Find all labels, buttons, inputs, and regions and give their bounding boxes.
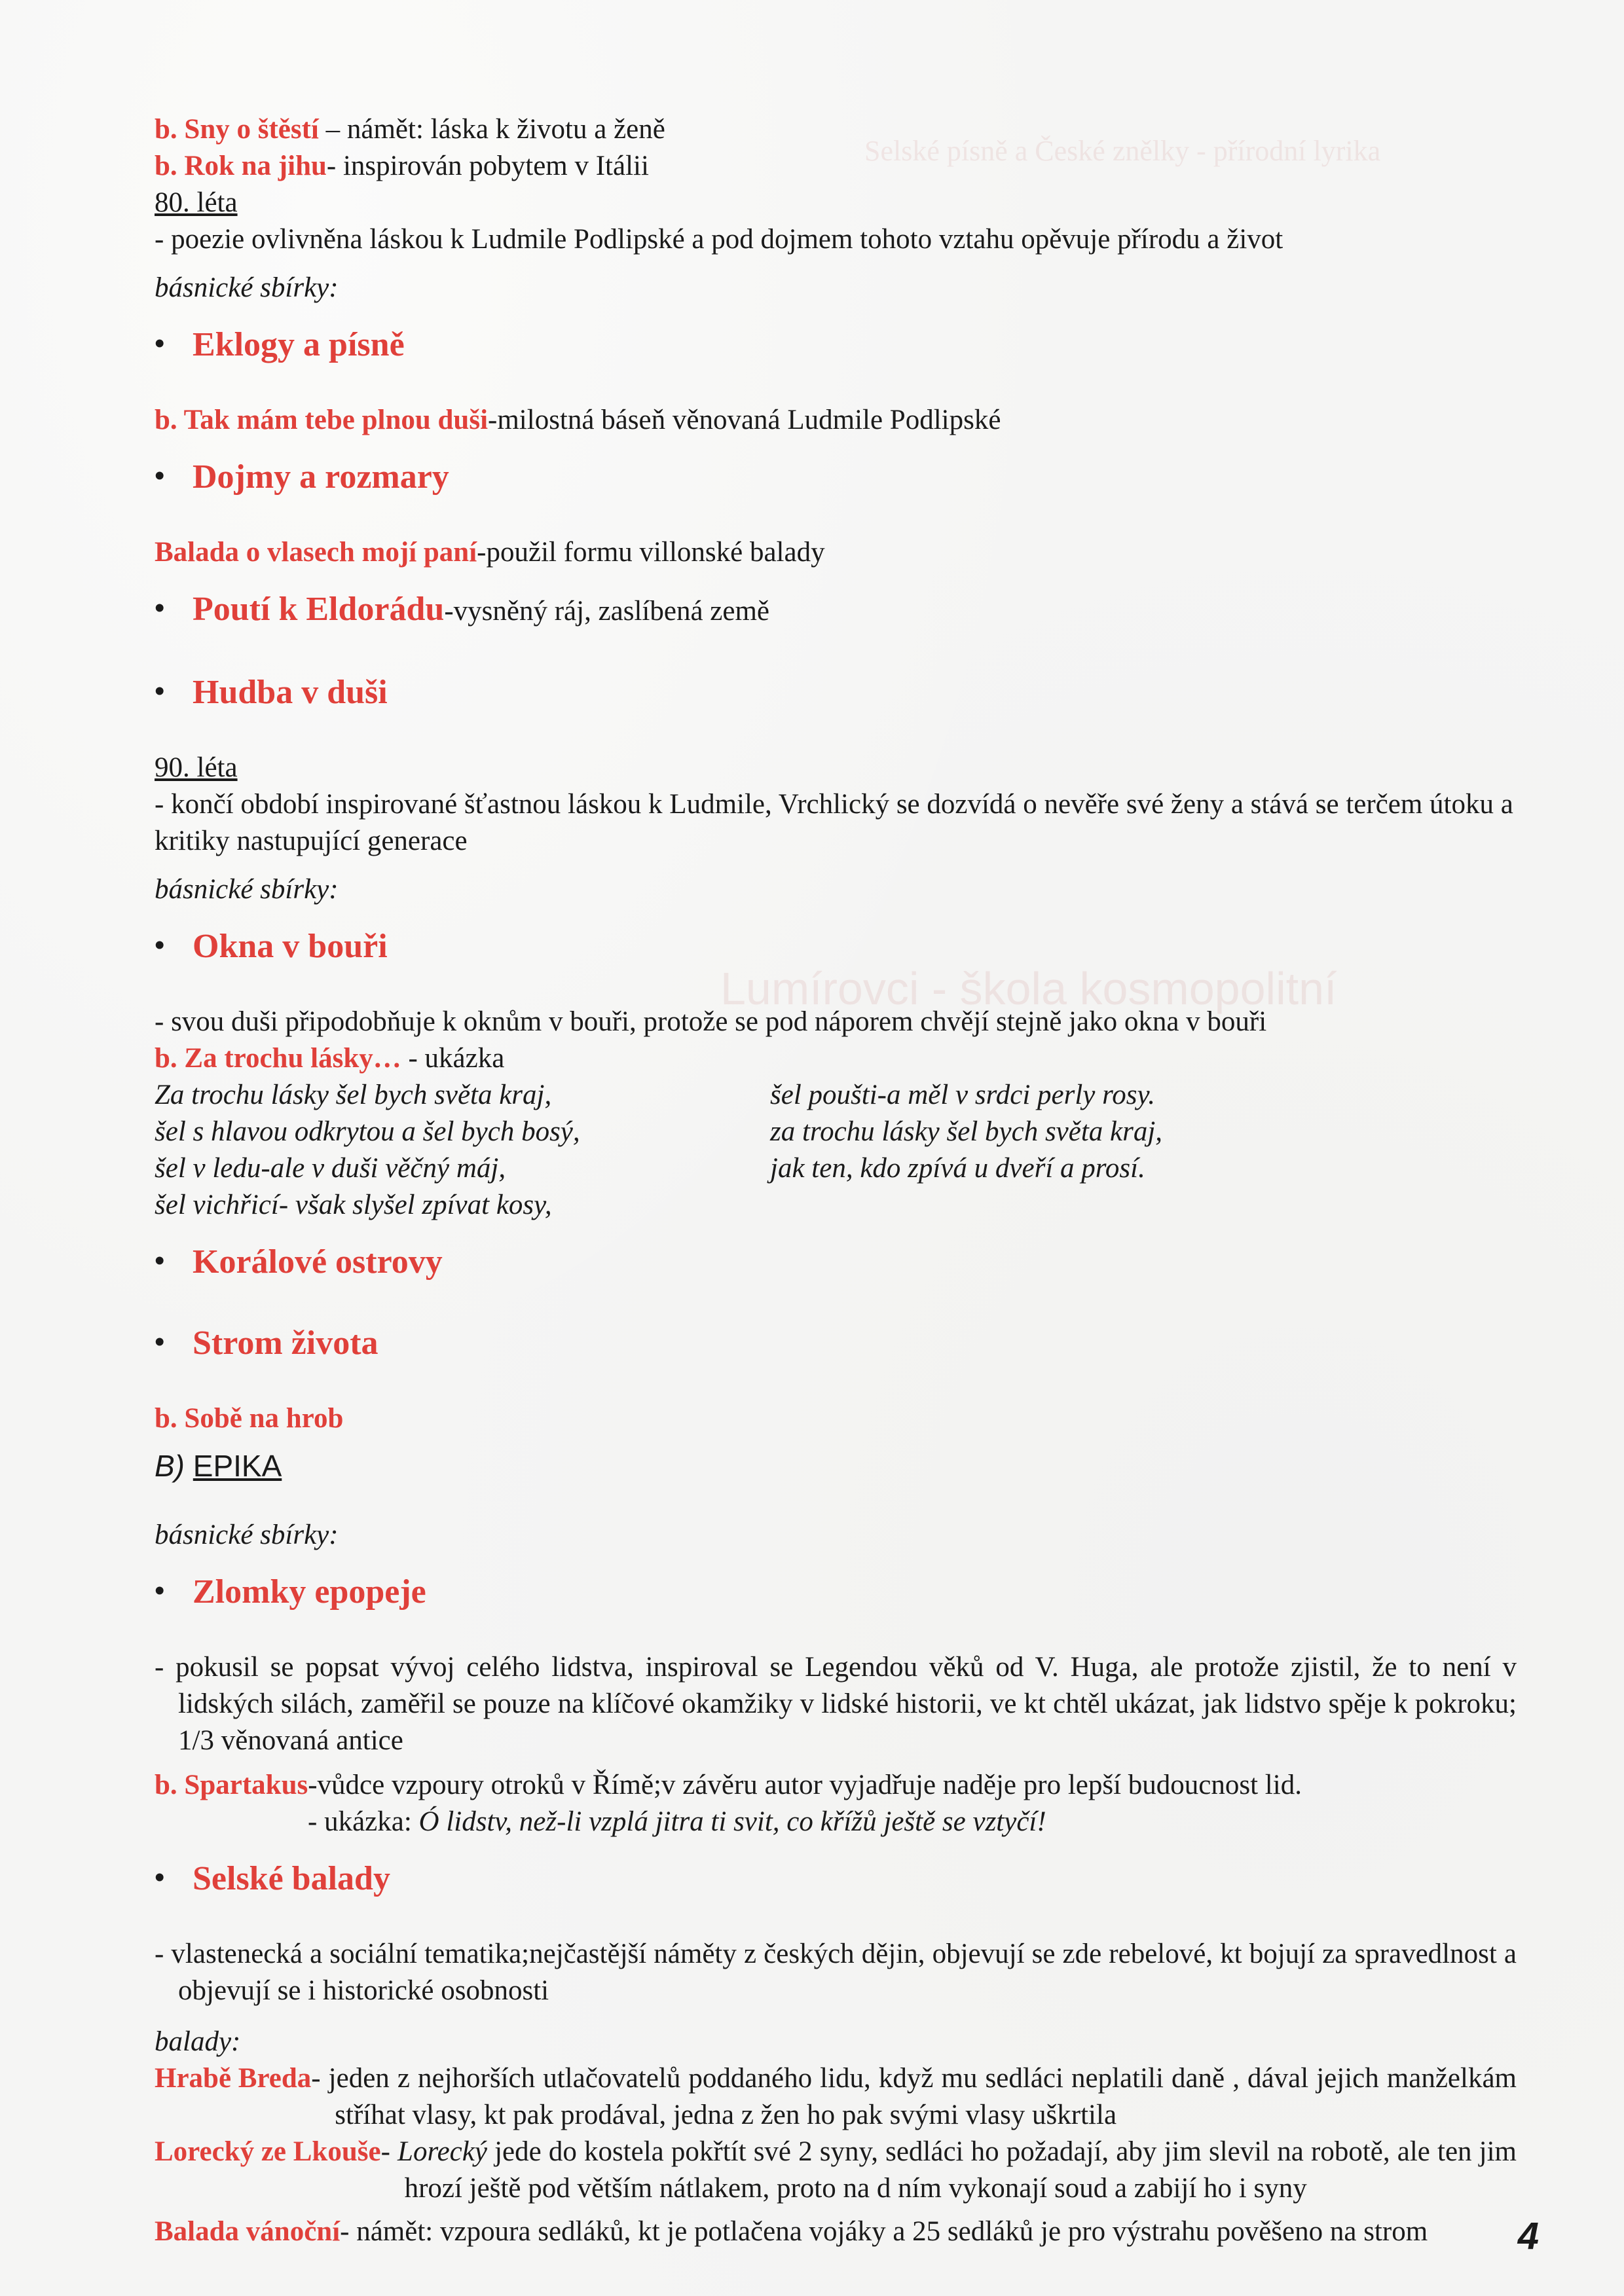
sny-line: b. Sny o štěstí – námět: láska k životu a ženě xyxy=(155,114,665,145)
poem-verse: šel vichřicí- však slyšel zpívat kosy, xyxy=(155,1190,552,1220)
period-90s-text: - končí období inspirované šťastnou láskou k Ludmile, Vrchlický se dozvídá o nevěře své ženy a stává se terčem útoku a kritiky nastupující generace xyxy=(155,789,1513,856)
bullet-icon: • xyxy=(155,1245,165,1277)
poem-right-column xyxy=(770,1077,1386,1224)
poem-verse: šel v ledu-ale v duši věčný máj, xyxy=(155,1153,506,1184)
bullet-icon: • xyxy=(155,1861,165,1893)
ballad-lorecky: Lorecký ze Lkouše - Lorecký jede do kostela pokřtít své 2 syny, sedláci ho požadají, aby jim slevil na robotě, ale ten jim hrozí ještě pod větším nátlakem, proto na d ním vykonají soud a zabijí ho i syny xyxy=(155,2136,1517,2204)
bullet-icon: • xyxy=(155,327,165,359)
collection-pouti: • Poutí k Eldorádu-vysněný ráj, zaslíbená země xyxy=(155,585,1517,634)
poem-zatrochu: b. Za trochu lásky… - ukázka xyxy=(155,1043,505,1074)
selske-text: - vlastenecká a sociální tematika;nejčastější náměty z českých dějin, objevují se zde rebelové, kt bojují za spravedlnost a objevují se i historické osobnosti xyxy=(155,1939,1517,2006)
bullet-icon: • xyxy=(155,1326,165,1358)
rok-line: b. Rok na jihu- inspirován pobytem v Itálii xyxy=(155,151,649,181)
collection-dojmy: • Dojmy a rozmary xyxy=(155,453,1517,500)
poem-verse: šel poušti-a měl v srdci perly rosy. xyxy=(770,1080,1155,1110)
bullet-icon: • xyxy=(155,675,165,707)
collections-label: básnické sbírky: xyxy=(155,272,339,303)
ballad-vanocni: Balada vánoční - námět: vzpoura sedláků, kt je potlačena vojáky a 25 sedláků je pro výstrahu pověšeno na strom xyxy=(155,2216,1428,2247)
collections-label: básnické sbírky: xyxy=(155,874,339,905)
poem-verse: jak ten, kdo zpívá u dveří a prosí. xyxy=(770,1153,1145,1184)
okna-text: - svou duši připodobňuje k oknům v bouři, protože se pod náporem chvějí stejně jako okna v bouři xyxy=(155,1006,1267,1037)
poem-balada-vlasy: Balada o vlasech mojí paní-použil formu villonské balady xyxy=(155,537,825,568)
poem-spartakus: b. Spartakus-vůdce vzpoury otroků v Římě;v závěru autor vyjadřuje naděje pro lepší budoucnost lid. xyxy=(155,1770,1302,1800)
collection-hudba: • Hudba v duši xyxy=(155,668,1517,716)
collections-label: básnické sbírky: xyxy=(155,1520,339,1550)
spartakus-quote: - ukázka: Ó lidstv, než-li vzplá jitra ti svit, co křížů ještě se vztyčí! xyxy=(308,1806,1046,1837)
section-heading-epika: B) EPIKA xyxy=(155,1449,282,1483)
poem-takmam: b. Tak mám tebe plnou duši-milostná báseň věnovaná Ludmile Podlipské xyxy=(155,405,1001,435)
bullet-icon: • xyxy=(155,929,165,961)
collection-zlomky: • Zlomky epopeje xyxy=(155,1568,1517,1615)
bullet-icon: • xyxy=(155,460,165,492)
collection-okna: • Okna v bouři xyxy=(155,922,1517,970)
poem-left-column xyxy=(155,1077,770,1224)
ballad-breda: Hrabě Breda - jeden z nejhorších utlačovatelů poddaného lidu, když mu sedláci neplatili daně , dával jejich manželkám stříhat vlasy, kt pak prodával, jedna z žen ho pak svými vlasy uškrtila xyxy=(155,2063,1517,2130)
page-number: 4 xyxy=(1517,2215,1539,2257)
ballads-label: balady: xyxy=(155,2026,241,2057)
period-90s: 90. léta xyxy=(155,752,238,783)
poem-verse: za trochu lásky šel bych světa kraj, xyxy=(770,1116,1163,1147)
poem-sobe: b. Sobě na hrob xyxy=(155,1403,344,1434)
show-through-text: Selské písně a České znělky - přírodní lyrika xyxy=(864,135,1381,167)
poem-verse: Za trochu lásky šel bych světa kraj, xyxy=(155,1080,552,1110)
document-body xyxy=(155,111,1517,2250)
bullet-icon: • xyxy=(155,592,165,624)
collection-eklogy: • Eklogy a písně xyxy=(155,321,1517,368)
collection-koralove: • Korálové ostrovy xyxy=(155,1238,1517,1285)
period-80s-text: - poezie ovlivněna láskou k Ludmile Podlipské a pod dojmem tohoto vztahu opěvuje přírodu a život xyxy=(155,224,1283,255)
zlomky-text: - pokusil se popsat vývoj celého lidstva, inspiroval se Legendou věků od V. Huga, ale protože zjistil, že to není v lidských silách, zaměřil se pouze na klíčové okamžiky v lidské historii, ve kt chtěl ukázat, jak lidstvo spěje k pokroku; 1/3 věnovaná antice xyxy=(155,1652,1517,1756)
collection-selske: • Selské balady xyxy=(155,1855,1517,1902)
poem-verse: šel s hlavou odkrytou a šel bych bosý, xyxy=(155,1116,580,1147)
show-through-text: Lumírovci - škola kosmopolitní xyxy=(720,963,1337,1014)
collection-strom: • Strom života xyxy=(155,1319,1517,1366)
period-80s: 80. léta xyxy=(155,187,238,218)
poem-excerpt xyxy=(155,1077,1517,1224)
bullet-icon: • xyxy=(155,1575,165,1607)
